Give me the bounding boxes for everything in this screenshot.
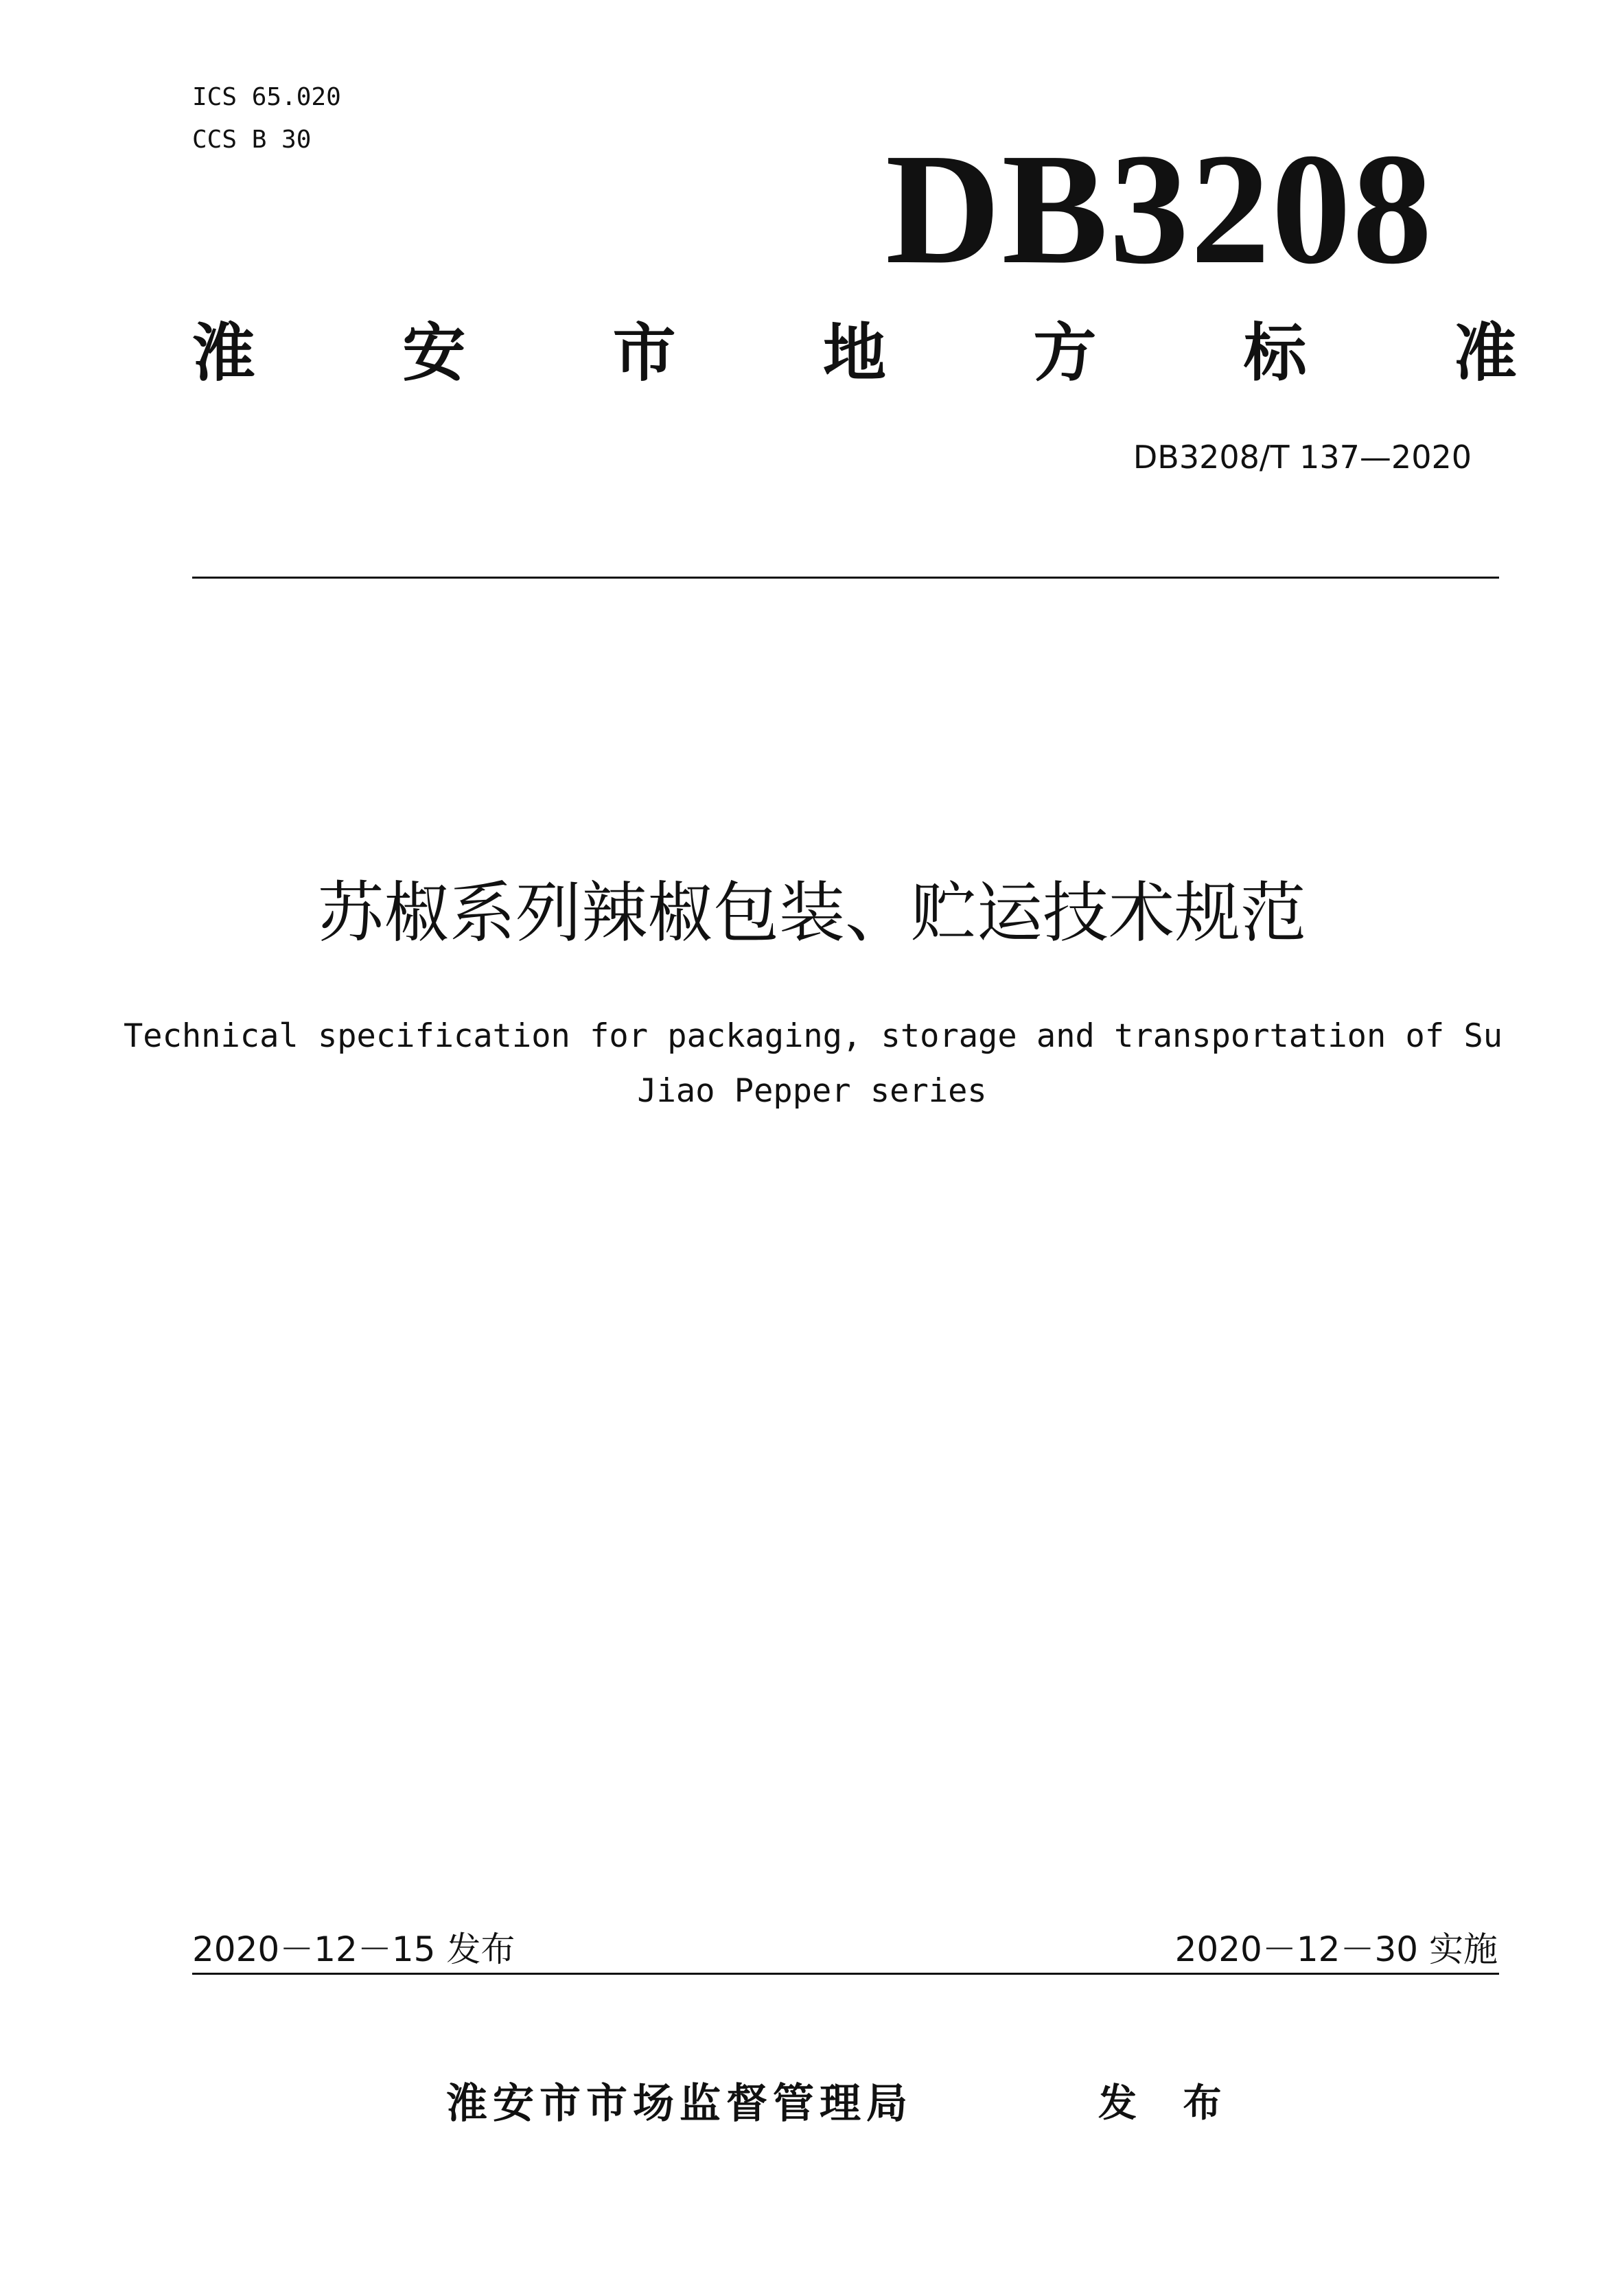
header-divider xyxy=(192,577,1499,579)
standard-type-char: 准 xyxy=(1453,316,1517,390)
publish-label: 发 布 xyxy=(1098,2081,1238,2126)
standard-number: DB3208/T 137—2020 xyxy=(1133,439,1472,476)
implementation-date: 2020－12－30 实施 xyxy=(1174,1929,1498,1969)
publisher-name: 淮安市市场监督管理局 xyxy=(446,2080,913,2128)
standard-type-char: 淮 xyxy=(192,316,256,390)
standard-type-char: 标 xyxy=(1243,316,1307,390)
document-title-chinese: 苏椒系列辣椒包装、贮运技术规范 xyxy=(318,874,1306,951)
issue-date: 2020－12－15 发布 xyxy=(192,1929,515,1969)
standard-mark: DB3208 xyxy=(885,121,1434,297)
ccs-code: CCS B 30 xyxy=(192,126,312,154)
standard-type-char: 方 xyxy=(1033,316,1097,390)
footer-divider xyxy=(192,1973,1499,1975)
standard-type-heading xyxy=(192,316,1517,391)
standard-type-char: 地 xyxy=(822,316,886,390)
ics-code: ICS 65.020 xyxy=(192,83,341,111)
document-title-english-line-1: Technical specification for packaging, storage and transportation of Su xyxy=(124,1017,1503,1055)
standard-type-char: 安 xyxy=(402,316,466,390)
standard-type-char: 市 xyxy=(612,316,676,390)
document-title-english-line-2: Jiao Pepper series xyxy=(637,1072,987,1110)
